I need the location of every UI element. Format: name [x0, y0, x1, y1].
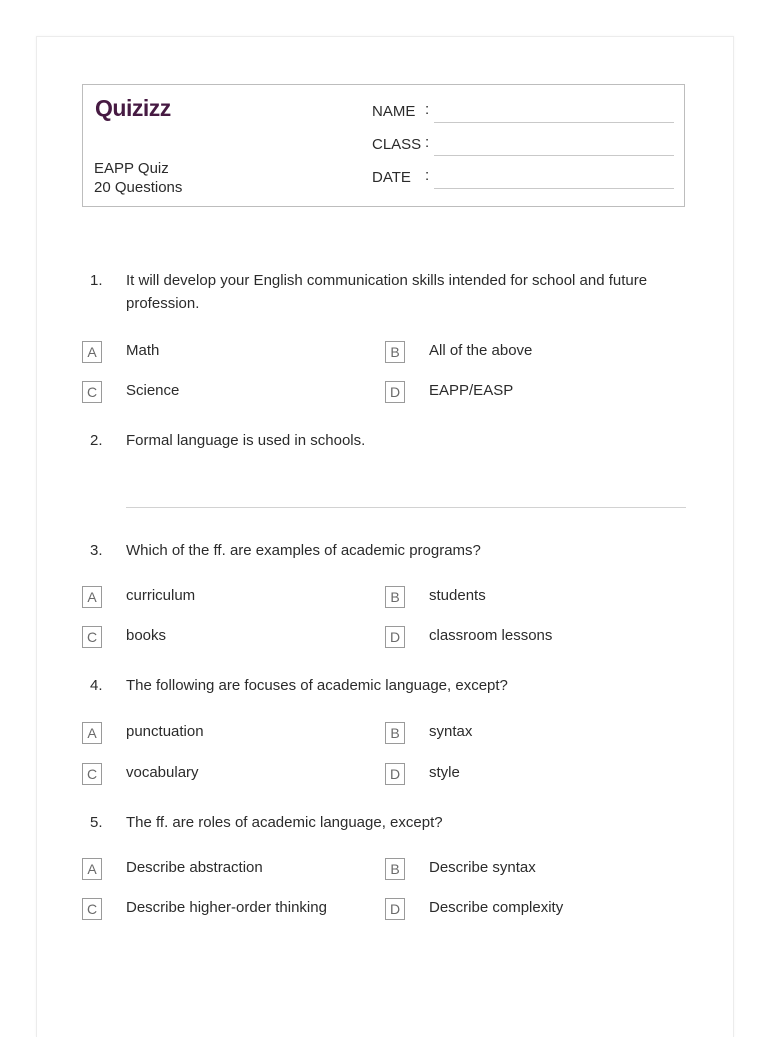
- question-text: The following are focuses of academic language, except?: [126, 677, 508, 694]
- date-line[interactable]: [434, 188, 674, 189]
- option-text: syntax: [429, 723, 473, 740]
- option-text: Science: [126, 382, 180, 399]
- option-letter-box: A: [82, 341, 102, 363]
- option-text: All of the above: [429, 342, 533, 359]
- date-colon: :: [425, 167, 430, 184]
- question-count: 20 Questions: [94, 179, 183, 196]
- question-text: Which of the ff. are examples of academic programs?: [126, 542, 481, 559]
- option-letter-box: D: [385, 763, 405, 785]
- option-letter-box: B: [385, 722, 405, 744]
- option-text: Describe complexity: [429, 899, 564, 916]
- question-number: 5.: [90, 814, 103, 831]
- option-letter-box: C: [82, 381, 102, 403]
- option-text: curriculum: [126, 587, 196, 604]
- name-colon: :: [425, 101, 430, 118]
- option-letter-box: A: [82, 858, 102, 880]
- option-text: Math: [126, 342, 160, 359]
- name-line[interactable]: [434, 122, 674, 123]
- option-text: books: [126, 627, 167, 644]
- option-letter-box: A: [82, 722, 102, 744]
- question-number: 1.: [90, 272, 103, 289]
- worksheet-header: [82, 84, 685, 207]
- option-text: vocabulary: [126, 764, 199, 781]
- option-text: students: [429, 587, 486, 604]
- option-letter-box: D: [385, 381, 405, 403]
- option-letter-box: C: [82, 626, 102, 648]
- quizizz-logo: Quizizz: [95, 95, 171, 121]
- option-letter-box: B: [385, 586, 405, 608]
- option-letter-box: B: [385, 858, 405, 880]
- option-text: classroom lessons: [429, 627, 553, 644]
- option-letter-box: C: [82, 898, 102, 920]
- option-letter-box: B: [385, 341, 405, 363]
- class-label: CLASS: [372, 136, 422, 153]
- question-number: 4.: [90, 677, 103, 694]
- option-text: Describe abstraction: [126, 859, 263, 876]
- option-text: punctuation: [126, 723, 204, 740]
- option-letter-box: D: [385, 898, 405, 920]
- date-label: DATE: [372, 169, 411, 186]
- question-text: The ff. are roles of academic language, except?: [126, 814, 443, 831]
- option-letter-box: C: [82, 763, 102, 785]
- class-colon: :: [425, 134, 430, 151]
- question-number: 2.: [90, 432, 103, 449]
- quiz-title: EAPP Quiz: [94, 160, 169, 177]
- question-text: It will develop your English communication skills intended for school and future profession.: [126, 272, 648, 312]
- option-text: Describe higher-order thinking: [126, 899, 327, 916]
- option-text: Describe syntax: [429, 859, 536, 876]
- class-line[interactable]: [434, 155, 674, 156]
- name-label: NAME: [372, 103, 416, 120]
- option-text: EAPP/EASP: [429, 382, 514, 399]
- option-text: style: [429, 764, 460, 781]
- option-letter-box: D: [385, 626, 405, 648]
- question-text: Formal language is used in schools.: [126, 432, 366, 449]
- option-letter-box: A: [82, 586, 102, 608]
- question-number: 3.: [90, 542, 103, 559]
- answer-line[interactable]: [126, 507, 686, 508]
